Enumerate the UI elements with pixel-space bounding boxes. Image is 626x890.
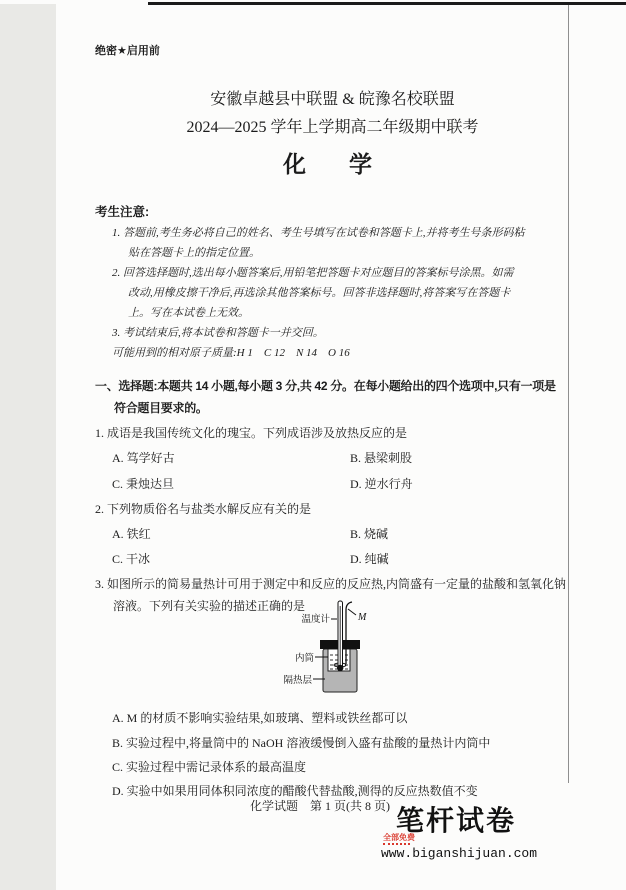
insulation-label: 隔热层 — [283, 676, 312, 686]
question-2-option-d: D. 纯碱 — [350, 552, 389, 566]
question-1-option-c: C. 秉烛达旦 — [112, 477, 175, 491]
stirrer-pointer-line — [348, 609, 356, 615]
classification-label: 绝密★启用前 — [95, 45, 160, 57]
calorimeter-diagram — [278, 594, 396, 706]
notice-heading: 考生注意: — [95, 205, 150, 219]
watermark-tagline-underline — [383, 843, 410, 845]
page-footer: 化学试题 第 1 页(共 8 页) — [250, 799, 390, 813]
question-3-option-a: A. M 的材质不影响实验结果,如玻璃、塑料或铁丝都可以 — [112, 711, 408, 725]
question-2-option-a: A. 铁红 — [112, 527, 151, 541]
session-title: 2024—2025 学年上学期高二年级期中联考 — [186, 119, 479, 136]
notice-item-1-line-2: 贴在答题卡上的指定位置。 — [128, 247, 260, 259]
question-3-option-b: B. 实验过程中,将量筒中的 NaOH 溶液缓慢倒入盛有盐酸的量热计内筒中 — [112, 736, 491, 750]
section-heading-line-2: 符合题目要求的。 — [114, 401, 208, 415]
notice-item-1-line-1: 1. 答题前,考生务必将自己的姓名、考生号填写在试卷和答题卡上,并将考生号条形码粘 — [112, 227, 525, 239]
question-1-option-a: A. 笃学好古 — [112, 451, 175, 465]
thermometer-label: 温度计 — [301, 615, 330, 625]
question-3-option-c: C. 实验过程中需记录体系的最高温度 — [112, 760, 307, 774]
question-1-stem: 1. 成语是我国传统文化的瑰宝。下列成语涉及放热反应的是 — [95, 426, 408, 440]
watermark-brand: 笔杆试卷 — [396, 805, 517, 836]
question-2-option-b: B. 烧碱 — [350, 527, 389, 541]
scan-left-gutter — [0, 4, 56, 890]
section-heading-line-1: 一、选择题:本题共 14 小题,每小题 3 分,共 42 分。在每小题给出的四个选项中,只有一项是 — [95, 379, 556, 393]
scan-top-edge — [148, 2, 626, 5]
question-1-option-d: D. 逆水行舟 — [350, 477, 413, 491]
thermometer-bulb — [337, 665, 343, 671]
notice-item-2-line-1: 2. 回答选择题时,选出每小题答案后,用铅笔把答题卡对应题目的答案标号涂黑。如需 — [112, 267, 514, 279]
league-title: 安徽卓越县中联盟 & 皖豫名校联盟 — [210, 91, 455, 108]
watermark-url: www.biganshijuan.com — [381, 846, 538, 861]
question-2-stem: 2. 下列物质俗名与盐类水解反应有关的是 — [95, 502, 312, 516]
question-1-option-b: B. 悬梁刺股 — [350, 451, 413, 465]
notice-item-2-line-3: 上。写在本试卷上无效。 — [128, 307, 249, 319]
question-2-option-c: C. 干冰 — [112, 552, 151, 566]
watermark-tagline: 全部免费 — [383, 833, 415, 842]
subject-title: 化 学 — [283, 152, 382, 177]
stirrer-label: M — [358, 612, 367, 623]
question-3-stem-line-2: 溶液。下列有关实验的描述正确的是 — [113, 599, 306, 613]
atomic-mass-line: 可能用到的相对原子质量:H 1 C 12 N 14 O 16 — [112, 347, 350, 359]
inner-vessel-label: 内筒 — [294, 654, 314, 664]
question-3-option-d: D. 实验中如果用同体积同浓度的醋酸代替盐酸,测得的反应热数值不变 — [112, 784, 478, 798]
question-3-stem-line-1: 3. 如图所示的简易量热计可用于测定中和反应的反应热,内筒盛有一定量的盐酸和氢氧化钠 — [95, 577, 567, 591]
notice-item-2-line-2: 改动,用橡皮擦干净后,再选涂其他答案标号。回答非选择题时,将答案写在答题卡 — [128, 287, 511, 299]
notice-item-3-line-1: 3. 考试结束后,将本试卷和答题卡一并交回。 — [112, 327, 324, 339]
